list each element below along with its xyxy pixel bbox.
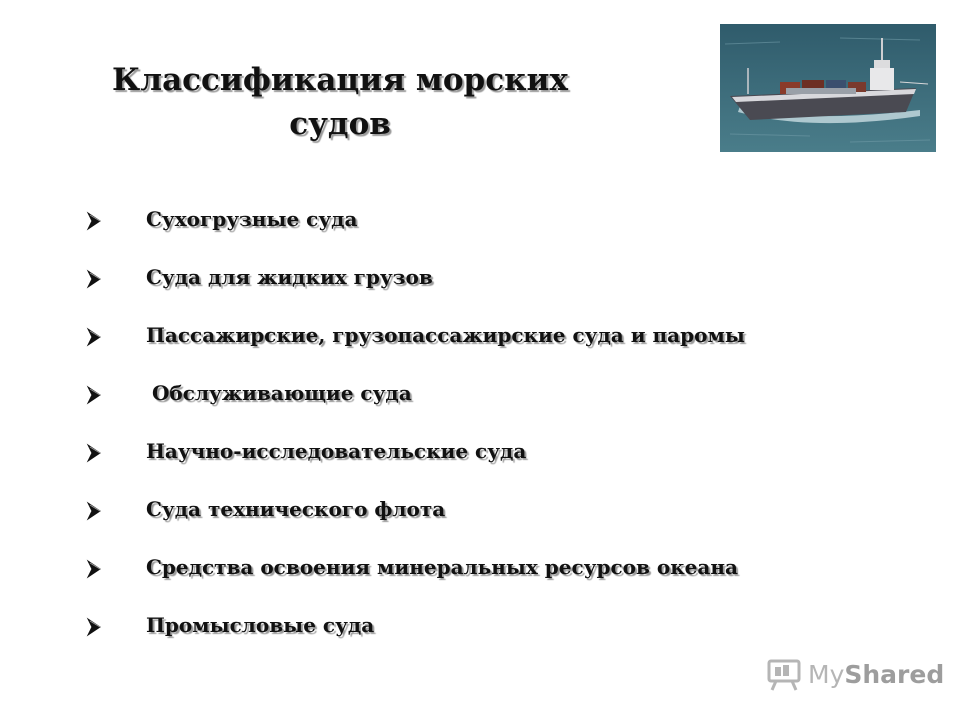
presentation-board-icon — [766, 658, 802, 692]
myshared-watermark — [766, 656, 945, 696]
watermark-my: My — [808, 660, 845, 689]
list-item-label: Пассажирские, грузопассажирские суда и паромы — [146, 323, 745, 347]
list-item — [82, 316, 882, 374]
arrowhead-bullet-icon — [82, 558, 104, 580]
list-item — [82, 374, 882, 432]
list-item — [82, 606, 882, 664]
list-item-label: Средства освоения минеральных ресурсов океана — [146, 555, 738, 579]
title-line-1: Классификация морских — [112, 62, 568, 98]
watermark-shared: Shared — [844, 660, 945, 689]
cargo-ship-icon — [720, 24, 936, 152]
arrowhead-bullet-icon — [82, 616, 104, 638]
arrowhead-bullet-icon — [82, 442, 104, 464]
arrowhead-bullet-icon — [82, 326, 104, 348]
cargo-ship-photo — [720, 24, 936, 152]
arrowhead-bullet-icon — [82, 500, 104, 522]
list-item-label: Суда для жидких грузов — [146, 265, 433, 289]
list-item — [82, 258, 882, 316]
watermark-text — [808, 658, 944, 692]
title-line-2: судов — [289, 106, 391, 142]
list-item — [82, 548, 882, 606]
list-item-label: Обслуживающие суда — [152, 381, 412, 405]
list-item — [82, 432, 882, 490]
list-item-label: Сухогрузные суда — [146, 207, 358, 231]
list-item-label: Суда технического флота — [146, 497, 446, 521]
arrowhead-bullet-icon — [82, 384, 104, 406]
slide-title — [60, 58, 620, 146]
list-item — [82, 490, 882, 548]
ship-type-list — [82, 200, 882, 664]
list-item-label: Научно-исследовательские суда — [146, 439, 527, 463]
arrowhead-bullet-icon — [82, 210, 104, 232]
arrowhead-bullet-icon — [82, 268, 104, 290]
list-item — [82, 200, 882, 258]
list-item-label: Промысловые суда — [146, 613, 375, 637]
